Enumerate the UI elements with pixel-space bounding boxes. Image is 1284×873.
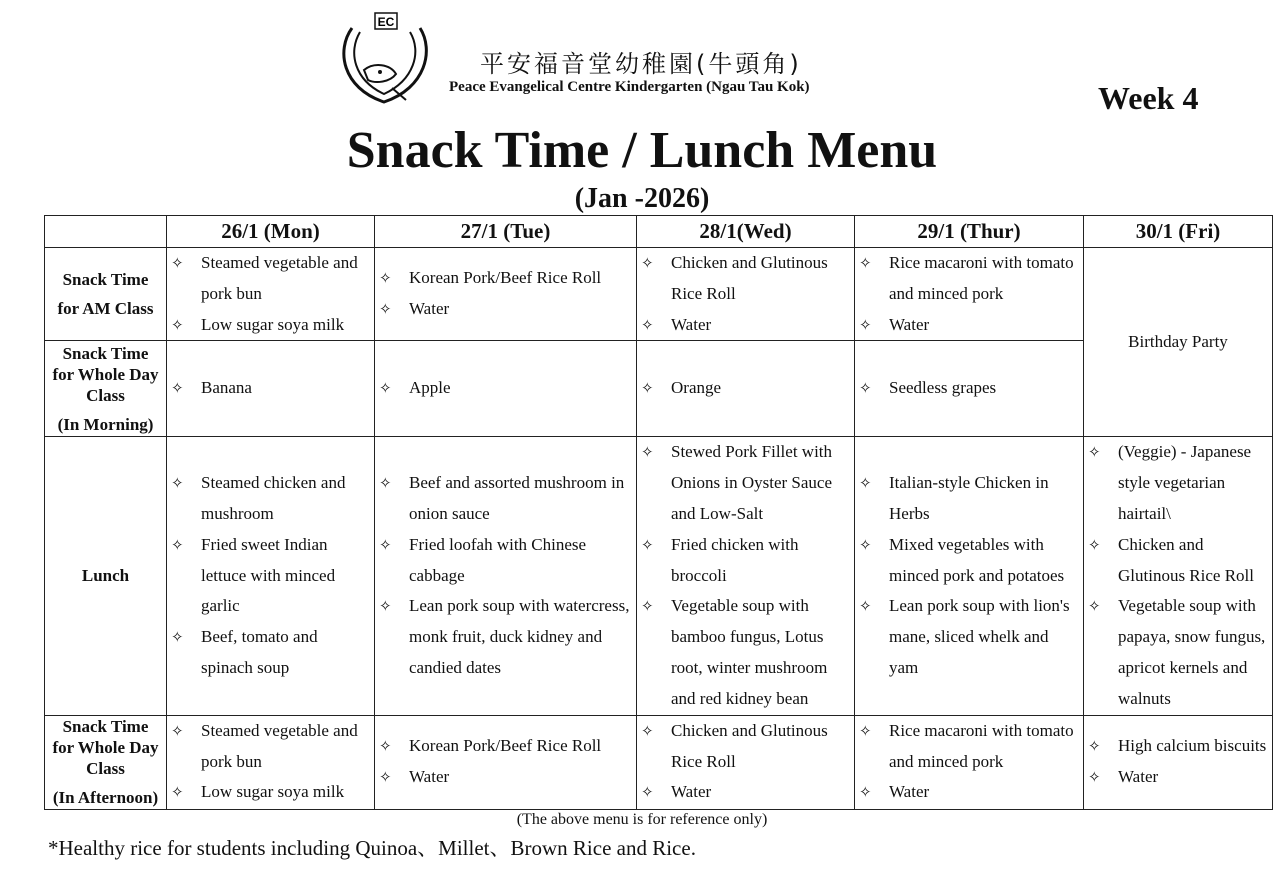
menu-item-text: Banana bbox=[201, 378, 252, 398]
row-label-wd-afternoon: Snack Time for Whole Day Class (In Afternoon) bbox=[45, 715, 167, 809]
menu-item bbox=[167, 622, 374, 684]
menu-item bbox=[167, 468, 374, 530]
four-pointed-star-icon: ✧ bbox=[171, 315, 184, 334]
menu-item bbox=[375, 294, 636, 325]
menu-item bbox=[637, 310, 854, 341]
menu-item-text: Water bbox=[889, 782, 930, 802]
menu-item bbox=[855, 716, 1083, 778]
menu-cell bbox=[375, 437, 637, 715]
menu-cell bbox=[855, 437, 1084, 715]
day-header: 29/1 (Thur) bbox=[855, 216, 1084, 248]
healthy-rice-note: *Healthy rice for students including Quinoa、Millet、Brown Rice and Rice. bbox=[48, 836, 696, 860]
menu-item-text: Steamed vegetable and pork bun bbox=[201, 253, 358, 303]
menu-item-text: Korean Pork/Beef Rice Roll bbox=[409, 736, 602, 756]
menu-item bbox=[167, 248, 374, 310]
menu-cell bbox=[167, 341, 375, 437]
four-pointed-star-icon: ✧ bbox=[379, 597, 392, 616]
menu-item-text: Rice macaroni with tomato and minced pork bbox=[889, 720, 1074, 771]
menu-item bbox=[375, 373, 636, 404]
four-pointed-star-icon: ✧ bbox=[641, 783, 654, 802]
menu-item bbox=[855, 591, 1083, 683]
wd-afternoon-snack-row bbox=[45, 715, 1273, 809]
four-pointed-star-icon: ✧ bbox=[641, 443, 654, 462]
menu-item-text: Chicken and Glutinous Rice Roll bbox=[671, 253, 828, 303]
menu-item bbox=[637, 530, 854, 592]
four-pointed-star-icon: ✧ bbox=[171, 783, 184, 802]
four-pointed-star-icon: ✧ bbox=[171, 379, 184, 398]
menu-item bbox=[855, 530, 1083, 592]
menu-item-text: Fried loofah with Chinese cabbage bbox=[409, 534, 587, 585]
menu-item bbox=[637, 591, 854, 714]
menu-item bbox=[167, 530, 374, 622]
four-pointed-star-icon: ✧ bbox=[641, 721, 654, 740]
menu-item-text: Chicken and Glutinous Rice Roll bbox=[671, 720, 828, 771]
menu-item bbox=[1084, 762, 1272, 793]
menu-item bbox=[637, 437, 854, 529]
menu-item-text: Water bbox=[409, 299, 450, 319]
menu-cell bbox=[1084, 715, 1273, 809]
menu-cell bbox=[855, 248, 1084, 341]
menu-cell bbox=[375, 715, 637, 809]
menu-item bbox=[1084, 437, 1272, 529]
menu-item bbox=[1084, 591, 1272, 714]
menu-cell bbox=[855, 715, 1084, 809]
menu-item bbox=[855, 248, 1083, 310]
four-pointed-star-icon: ✧ bbox=[379, 737, 392, 756]
four-pointed-star-icon: ✧ bbox=[1088, 443, 1101, 462]
dove-hands-logo-icon bbox=[334, 10, 438, 108]
four-pointed-star-icon: ✧ bbox=[379, 269, 392, 288]
menu-item bbox=[855, 310, 1083, 341]
menu-cell bbox=[637, 437, 855, 715]
four-pointed-star-icon: ✧ bbox=[641, 597, 654, 616]
menu-item bbox=[637, 777, 854, 808]
four-pointed-star-icon: ✧ bbox=[859, 721, 872, 740]
four-pointed-star-icon: ✧ bbox=[1088, 768, 1101, 787]
menu-item-text: Italian-style Chicken in Herbs bbox=[889, 473, 1049, 523]
four-pointed-star-icon: ✧ bbox=[379, 300, 392, 319]
menu-cell bbox=[167, 248, 375, 341]
menu-item-text: Water bbox=[409, 767, 450, 787]
four-pointed-star-icon: ✧ bbox=[379, 379, 392, 398]
menu-item-text: Beef, tomato and spinach soup bbox=[201, 627, 318, 677]
row-label-wd-morning: Snack Time for Whole Day Class (In Morning) bbox=[45, 341, 167, 437]
week-label: Week 4 bbox=[1098, 80, 1199, 116]
menu-item bbox=[375, 591, 636, 683]
menu-item bbox=[375, 263, 636, 294]
menu-cell bbox=[167, 437, 375, 715]
menu-item-text: Vegetable soup with bamboo fungus, Lotus root, winter mushroom and red kidney bean bbox=[671, 596, 828, 708]
day-header-row bbox=[45, 216, 1273, 248]
four-pointed-star-icon: ✧ bbox=[641, 535, 654, 554]
four-pointed-star-icon: ✧ bbox=[379, 768, 392, 787]
menu-item bbox=[167, 310, 374, 341]
menu-item bbox=[167, 777, 374, 808]
menu-item bbox=[637, 716, 854, 778]
four-pointed-star-icon: ✧ bbox=[641, 254, 654, 272]
menu-item bbox=[855, 468, 1083, 530]
menu-item-text: Water bbox=[889, 314, 930, 334]
menu-item-text: Low sugar soya milk bbox=[201, 782, 345, 802]
menu-cell bbox=[375, 341, 637, 437]
four-pointed-star-icon: ✧ bbox=[859, 474, 872, 493]
four-pointed-star-icon: ✧ bbox=[859, 597, 872, 616]
menu-item bbox=[375, 468, 636, 530]
menu-item-text: Fried chicken with broccoli bbox=[671, 534, 799, 585]
four-pointed-star-icon: ✧ bbox=[641, 379, 654, 398]
menu-item-text: Orange bbox=[671, 378, 722, 398]
menu-item-text: Steamed chicken and mushroom bbox=[201, 473, 346, 523]
four-pointed-star-icon: ✧ bbox=[1088, 535, 1101, 554]
menu-cell bbox=[637, 715, 855, 809]
row-label-am-snack: Snack Time for AM Class bbox=[45, 248, 167, 341]
menu-item-text: Steamed vegetable and pork bun bbox=[201, 720, 358, 771]
four-pointed-star-icon: ✧ bbox=[1088, 597, 1101, 616]
menu-item bbox=[375, 731, 636, 762]
menu-item-text: Low sugar soya milk bbox=[201, 314, 345, 334]
menu-item bbox=[1084, 731, 1272, 762]
menu-item-text: Apple bbox=[409, 378, 451, 398]
page-subtitle: (Jan -2026) bbox=[574, 183, 710, 214]
am-snack-row bbox=[45, 248, 1273, 341]
menu-item-text: Beef and assorted mushroom in onion sauce bbox=[409, 473, 625, 523]
menu-item-text: Korean Pork/Beef Rice Roll bbox=[409, 268, 602, 288]
four-pointed-star-icon: ✧ bbox=[859, 254, 872, 272]
menu-item bbox=[375, 530, 636, 592]
menu-item-text: High calcium biscuits bbox=[1118, 736, 1267, 756]
four-pointed-star-icon: ✧ bbox=[379, 474, 392, 493]
menu-item-text: Water bbox=[671, 314, 712, 334]
menu-item bbox=[637, 373, 854, 404]
menu-item-text: Stewed Pork Fillet with Onions in Oyster Sauce and Low-Salt bbox=[671, 442, 833, 523]
menu-item bbox=[375, 762, 636, 793]
four-pointed-star-icon: ✧ bbox=[171, 535, 184, 554]
menu-item-text: Vegetable soup with papaya, snow fungus, apricot kernels and walnuts bbox=[1118, 596, 1266, 708]
four-pointed-star-icon: ✧ bbox=[379, 535, 392, 554]
birthday-party-cell: Birthday Party bbox=[1084, 248, 1273, 437]
menu-item bbox=[167, 716, 374, 778]
page-title: Snack Time / Lunch Menu bbox=[346, 122, 938, 179]
four-pointed-star-icon: ✧ bbox=[171, 721, 184, 740]
four-pointed-star-icon: ✧ bbox=[859, 315, 872, 334]
four-pointed-star-icon: ✧ bbox=[859, 379, 872, 398]
four-pointed-star-icon: ✧ bbox=[171, 254, 184, 272]
menu-item bbox=[855, 777, 1083, 808]
lunch-row bbox=[45, 437, 1273, 715]
four-pointed-star-icon: ✧ bbox=[171, 474, 184, 493]
reference-note: (The above menu is for reference only) bbox=[516, 811, 768, 828]
menu-cell bbox=[1084, 437, 1273, 715]
four-pointed-star-icon: ✧ bbox=[1088, 737, 1101, 756]
four-pointed-star-icon: ✧ bbox=[859, 535, 872, 554]
menu-item bbox=[1084, 530, 1272, 592]
menu-item-text: (Veggie) - Japanese style vegetarian hairtail\ bbox=[1118, 442, 1252, 523]
school-name-english: Peace Evangelical Centre Kindergarten (Ngau Tau Kok) bbox=[449, 79, 810, 95]
row-label-lunch: Lunch bbox=[45, 437, 167, 715]
four-pointed-star-icon: ✧ bbox=[641, 315, 654, 334]
menu-table bbox=[44, 215, 1273, 810]
day-header: 27/1 (Tue) bbox=[375, 216, 637, 248]
menu-cell bbox=[637, 341, 855, 437]
menu-cell bbox=[637, 248, 855, 341]
menu-item-text: Lean pork soup with lion's mane, sliced whelk and yam bbox=[889, 596, 1070, 677]
four-pointed-star-icon: ✧ bbox=[859, 783, 872, 802]
day-header: 28/1(Wed) bbox=[637, 216, 855, 248]
menu-item bbox=[855, 373, 1083, 404]
menu-item-text: Water bbox=[1118, 767, 1159, 787]
menu-cell bbox=[855, 341, 1084, 437]
menu-item bbox=[637, 248, 854, 310]
menu-item bbox=[167, 373, 374, 404]
menu-item-text: Chicken and Glutinous Rice Roll bbox=[1118, 534, 1254, 585]
menu-item-text: Seedless grapes bbox=[889, 378, 997, 398]
day-header: 30/1 (Fri) bbox=[1084, 216, 1273, 248]
menu-item-text: Water bbox=[671, 782, 712, 802]
four-pointed-star-icon: ✧ bbox=[171, 628, 184, 647]
menu-cell bbox=[167, 715, 375, 809]
menu-item-text: Mixed vegetables with minced pork and potatoes bbox=[889, 534, 1065, 585]
menu-item-text: Fried sweet Indian lettuce with minced garlic bbox=[201, 534, 336, 616]
svg-text:EC: EC bbox=[377, 15, 395, 29]
corner-cell bbox=[45, 216, 167, 248]
menu-item-text: Rice macaroni with tomato and minced pork bbox=[889, 253, 1074, 303]
school-name-chinese: 平安福音堂幼稚園(牛頭角) bbox=[480, 50, 802, 78]
menu-cell bbox=[375, 248, 637, 341]
day-header: 26/1 (Mon) bbox=[167, 216, 375, 248]
menu-item-text: Lean pork soup with watercress, monk fruit, duck kidney and candied dates bbox=[409, 596, 630, 677]
